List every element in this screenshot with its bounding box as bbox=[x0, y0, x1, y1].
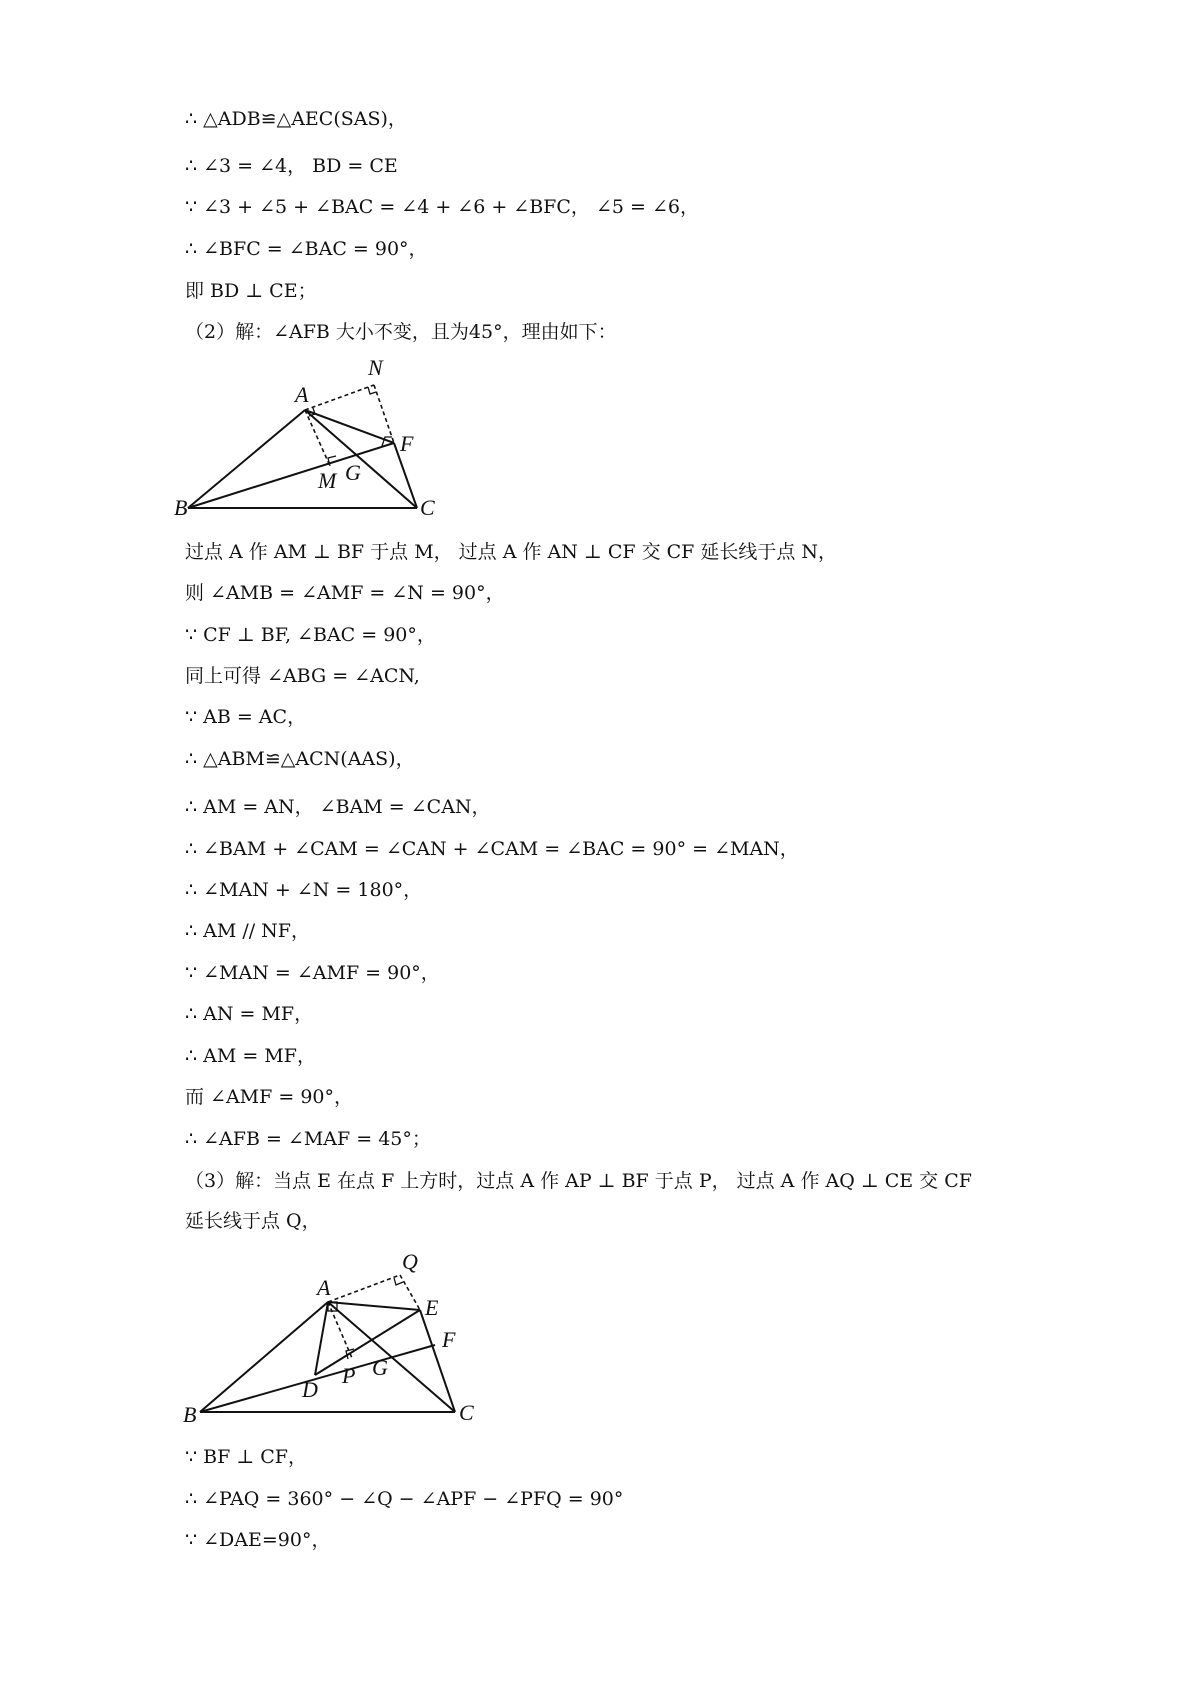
proof-line: 则 ∠AMB = ∠AMF = ∠N = 90°， bbox=[185, 582, 505, 604]
proof-line: ∴ AM = MF， bbox=[185, 1045, 316, 1067]
proof-line: ∵ ∠3 + ∠5 + ∠BAC = ∠4 + ∠6 + ∠BFC， ∠5 = ∠6， bbox=[185, 196, 699, 218]
label-C: C bbox=[459, 1400, 474, 1425]
proof-line: ∴ ∠MAN + ∠N = 180°， bbox=[185, 879, 423, 901]
proof-line: ∴ ∠AFB = ∠MAF = 45°； bbox=[185, 1128, 431, 1150]
label-D: D bbox=[302, 1377, 318, 1402]
proof-line: 同上可得 ∠ABG = ∠ACN, bbox=[185, 665, 420, 687]
proof-line: ∴ AM = AN， ∠BAM = ∠CAN， bbox=[185, 796, 491, 818]
label-B: B bbox=[174, 495, 188, 520]
proof-line: ∵ ∠MAN = ∠AMF = 90°， bbox=[185, 962, 440, 984]
label-F: F bbox=[442, 1327, 456, 1352]
proof-line: 而 ∠AMF = 90°， bbox=[185, 1086, 353, 1108]
proof-line: ∴ △ADB≌△AEC(SAS)， bbox=[185, 108, 407, 130]
geometry-figure-2 bbox=[180, 1245, 480, 1429]
label-G: G bbox=[345, 460, 361, 485]
label-F: F bbox=[400, 431, 414, 456]
proof-line: ∴ △ABM≌△ACN(AAS)， bbox=[185, 748, 415, 770]
proof-line: ∴ AM // NF， bbox=[185, 920, 310, 942]
proof-line: （3）解：当点 E 在点 F 上方时，过点 A 作 AP ⊥ BF 于点 P， 过点 A 作 AQ ⊥ CE 交 CF bbox=[185, 1170, 972, 1192]
proof-line: ∵ ∠DAE=90°， bbox=[185, 1529, 331, 1551]
proof-line: 过点 A 作 AM ⊥ BF 于点 M， 过点 A 作 AN ⊥ CF 交 CF 延长线于点 N， bbox=[185, 541, 838, 563]
label-A: A bbox=[317, 1275, 331, 1300]
proof-line: ∵ AB = AC， bbox=[185, 706, 307, 728]
proof-line: ∴ ∠BFC = ∠BAC = 90°， bbox=[185, 238, 428, 260]
geometry-figure-1 bbox=[174, 355, 450, 529]
proof-line: ∴ ∠BAM + ∠CAM = ∠CAN + ∠CAM = ∠BAC = 90° = ∠MAN， bbox=[185, 838, 799, 860]
proof-line: 即 BD ⊥ CE； bbox=[185, 280, 317, 302]
proof-line: ∵ CF ⊥ BF, ∠BAC = 90°， bbox=[185, 624, 436, 646]
label-Q: Q bbox=[402, 1249, 418, 1274]
proof-line: （2）解：∠AFB 大小不变，且为45°，理由如下： bbox=[185, 321, 617, 343]
proof-line: ∴ AN = MF， bbox=[185, 1003, 314, 1025]
proof-line: ∴ ∠3 = ∠4， BD = CE bbox=[185, 155, 398, 177]
label-C: C bbox=[420, 495, 435, 520]
proof-line: 延长线于点 Q， bbox=[185, 1210, 321, 1232]
label-N: N bbox=[368, 355, 383, 380]
label-B: B bbox=[183, 1402, 197, 1427]
label-E: E bbox=[425, 1295, 439, 1320]
label-P: P bbox=[342, 1363, 356, 1388]
proof-line: ∵ BF ⊥ CF， bbox=[185, 1446, 307, 1468]
label-M: M bbox=[318, 468, 337, 493]
label-G: G bbox=[372, 1355, 388, 1380]
proof-line: ∴ ∠PAQ = 360° − ∠Q − ∠APF − ∠PFQ = 90° bbox=[185, 1488, 624, 1510]
label-A: A bbox=[295, 382, 309, 407]
